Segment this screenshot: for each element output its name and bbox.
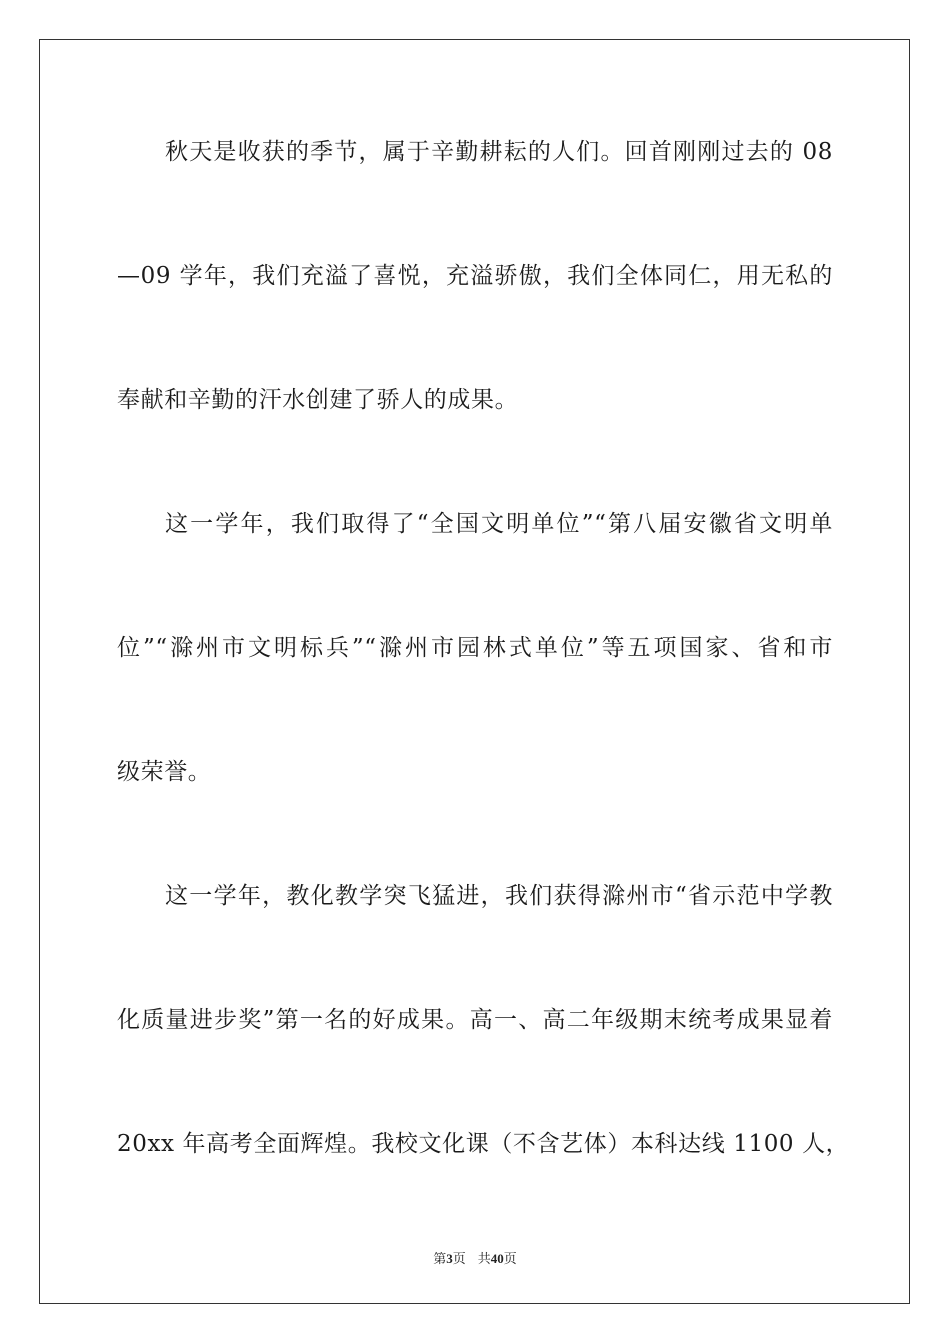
paragraph-2-line-2: 位”“滁州市文明标兵”“滁州市园林式单位”等五项国家、省和市: [117, 635, 833, 661]
paragraph-3-line-3: 20xx 年高考全面辉煌。我校文化课（不含艺体）本科达线 1100 人，: [117, 1131, 850, 1157]
footer-page-suffix: 页: [452, 1252, 466, 1267]
page-footer: [0, 1248, 950, 1267]
footer-total-suffix: 页: [503, 1252, 517, 1267]
footer-page-total: 40: [490, 1251, 504, 1266]
paragraph-1-line-2: —09 学年，我们充溢了喜悦，充溢骄傲，我们全体同仁，用无私的: [117, 263, 833, 289]
footer-page-current: 3: [446, 1251, 453, 1266]
paragraph-1-line-3: 奉献和辛勤的汗水创建了骄人的成果。: [117, 387, 519, 413]
paragraph-3-line-2: 化质量进步奖”第一名的好成果。高一、高二年级期末统考成果显着: [117, 1007, 833, 1033]
paragraph-1-line-1: 秋天是收获的季节，属于辛勤耕耘的人们。回首刚刚过去的 08: [165, 139, 833, 165]
footer-page-prefix: 第: [433, 1252, 447, 1267]
paragraph-3-line-1: 这一学年，教化教学突飞猛进，我们获得滁州市“省示范中学教: [165, 883, 833, 909]
footer-total-prefix: 共: [477, 1252, 491, 1267]
paragraph-2-line-1: 这一学年，我们取得了“全国文明单位”“第八届安徽省文明单: [165, 511, 833, 537]
paragraph-2-line-3: 级荣誉。: [117, 759, 212, 785]
page-border: [39, 39, 910, 1304]
